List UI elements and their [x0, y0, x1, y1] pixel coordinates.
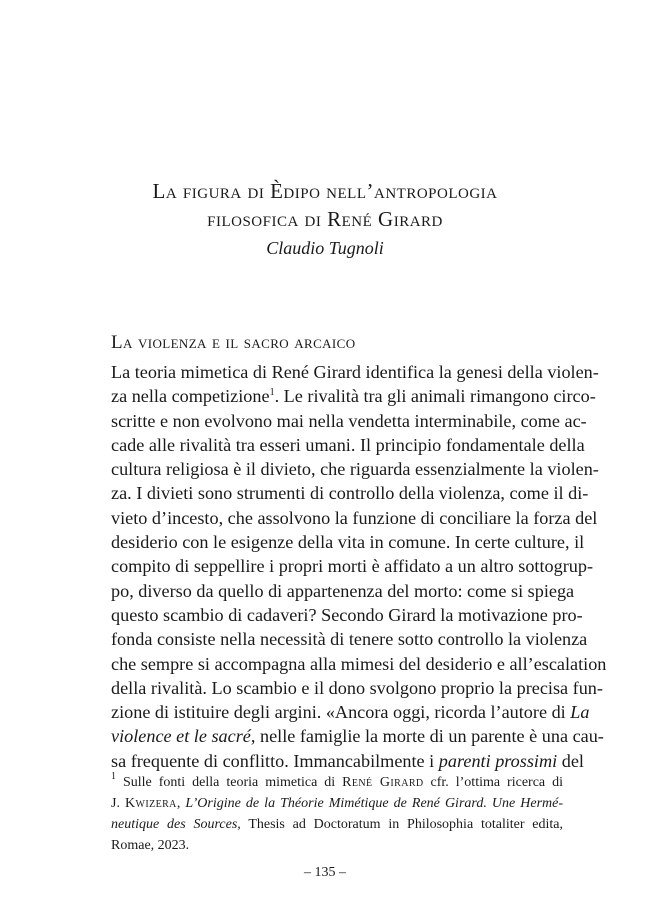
body-line	[111, 700, 590, 724]
body-text-run: sa frequente di conflitto. Immancabilmente i	[111, 750, 439, 771]
footnote-line	[111, 814, 563, 835]
body-line: La teoria mimetica di René Girard identifica la genesi della violen-	[111, 362, 599, 382]
footnote-text: J.	[111, 796, 126, 811]
footnote-line	[111, 793, 563, 814]
body-text-run: del	[557, 750, 584, 771]
body-line: questo scambio di cadaveri? Secondo Girard la motivazione pro-	[111, 604, 583, 625]
body-line: compito di seppellire i propri morti è affidato a un altro sottogrup-	[111, 556, 594, 577]
footnote-line	[111, 772, 563, 793]
italic-title: L’Origine de la Théorie Mimétique de René Girard. Une Hermé-	[185, 796, 564, 811]
body-text-run: zione di istituire degli argini. «Ancora oggi, ricorda l’autore di	[111, 702, 571, 723]
footnote-text: ,	[176, 796, 186, 811]
body-line: za. I divieti sono strumenti di controllo della violenza, come il di-	[111, 483, 589, 504]
body-line: cade alle rivalità tra esseri umani. Il principio fondamentale della	[111, 434, 585, 455]
italic-title: neutique des Sources,	[111, 817, 241, 832]
author-name-smallcaps: René Girard	[342, 775, 424, 790]
footnote	[111, 772, 563, 856]
author-name-smallcaps: Kwizera	[125, 796, 177, 811]
body-line: po, diverso da quello di appartenenza del morto: come si spiega	[111, 580, 575, 601]
body-line	[111, 384, 596, 408]
footnote-text: Thesis ad Doctoratum in Philosophia totaliter edita,	[240, 817, 563, 832]
body-line: scritte e non evolvono mai nella vendetta interminabile, come ac-	[111, 410, 587, 431]
body-line: vieto d’incesto, che assolvono la funzione di conciliare la forza del	[111, 507, 598, 528]
footnote-text: cfr. l’ottima ricerca di	[423, 775, 563, 790]
body-line	[111, 724, 604, 748]
chapter-title-line-1: La figura di Èdipo nell’antropologia	[152, 179, 498, 203]
body-line	[111, 749, 584, 773]
body-text-run: . Le rivalità tra gli animali rimangono circo-	[274, 386, 596, 407]
page-number: – 135 –	[304, 865, 346, 880]
body-line: cultura religiosa è il divieto, che riguarda essenzialmente la violen-	[111, 459, 599, 480]
footnote-line: Romae, 2023.	[111, 838, 190, 853]
body-text	[111, 360, 607, 773]
body-text-run: za nella competizione	[111, 386, 270, 407]
body-line: desiderio con le esigenze della vita in comune. In certe culture, il	[111, 532, 585, 553]
footnote-text: Sulle fonti della teoria mimetica di	[116, 775, 343, 790]
footnote-number: 1	[111, 771, 116, 782]
body-line: fonda consiste nella necessità di tenere sotto controllo la violenza	[111, 629, 588, 650]
italic-title: La	[570, 702, 590, 723]
body-line: della rivalità. Lo scambio e il dono svolgono proprio la precisa fun-	[111, 677, 603, 698]
italic-title: violence et le sacré	[111, 726, 251, 747]
body-line: che sempre si accompagna alla mimesi del desiderio e all’escalation	[111, 653, 607, 674]
section-heading: La violenza e il sacro arcaico	[111, 332, 356, 353]
chapter-title-line-2: filosofica di René Girard	[207, 207, 443, 231]
footnote-reference[interactable]: 1	[269, 387, 275, 399]
author-name: Claudio Tugnoli	[266, 238, 384, 258]
italic-emphasis: parenti prossimi	[438, 750, 558, 771]
body-text-run: , nelle famiglie la morte di un parente è una cau-	[250, 726, 604, 747]
